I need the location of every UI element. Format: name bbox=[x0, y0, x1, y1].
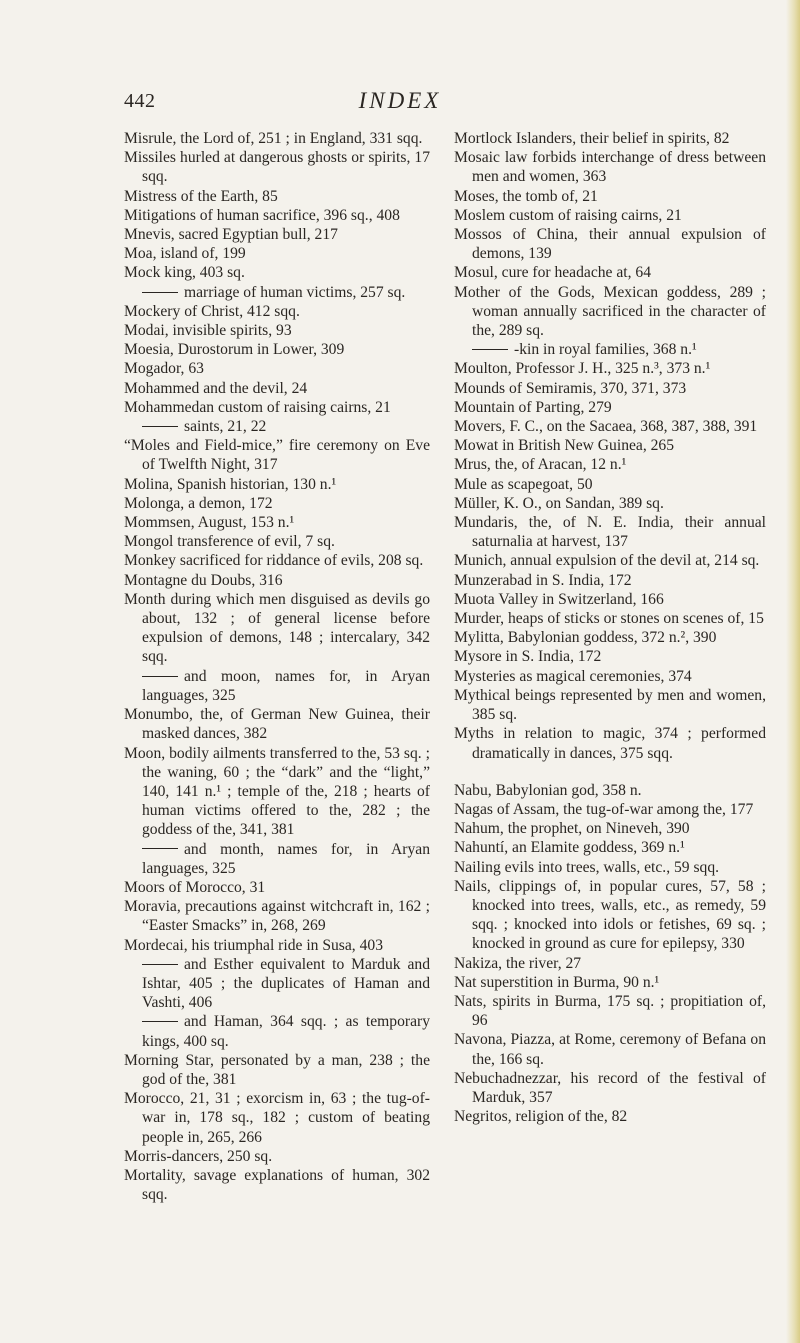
index-entry-text: “Moles and Field-mice,” fire ceremony on Eve of Twelfth Night, 317 bbox=[124, 437, 430, 474]
index-entry-text: Nahum, the prophet, on Nineveh, 390 bbox=[454, 820, 690, 838]
index-entry-text: Mohammed and the devil, 24 bbox=[124, 379, 308, 397]
index-entry-text: Müller, K. O., on Sandan, 389 sq. bbox=[454, 494, 664, 512]
index-entry bbox=[124, 321, 430, 340]
index-entry bbox=[124, 705, 430, 743]
index-entry bbox=[124, 244, 430, 263]
index-entry bbox=[454, 838, 766, 857]
index-entry-text: Nats, spirits in Burma, 175 sq. ; propitiation of, 96 bbox=[454, 992, 766, 1030]
index-entry bbox=[124, 936, 430, 955]
index-entry-text: Mommsen, August, 153 n.¹ bbox=[124, 514, 295, 532]
index-entry-text: Monumbo, the, of German New Guinea, their masked dances, 382 bbox=[124, 706, 430, 743]
index-entry-text: marriage of human victims, 257 sq. bbox=[184, 283, 406, 301]
index-entry bbox=[124, 129, 430, 148]
index-entry bbox=[454, 724, 766, 762]
index-entry-text: Moslem custom of raising cairns, 21 bbox=[454, 206, 682, 224]
repeat-dash bbox=[142, 292, 178, 293]
index-entry bbox=[454, 206, 766, 225]
index-column-right bbox=[454, 129, 766, 1126]
index-entry bbox=[124, 571, 430, 590]
index-entry-text: Mythical beings represented by men and women, 385 sq. bbox=[454, 686, 766, 724]
running-head: INDEX bbox=[358, 88, 442, 113]
index-entry bbox=[454, 992, 766, 1030]
index-entry bbox=[454, 877, 766, 954]
index-subentry bbox=[124, 840, 430, 878]
index-entry bbox=[454, 129, 766, 148]
repeat-dash bbox=[142, 848, 178, 849]
page-number: 442 bbox=[124, 90, 156, 112]
index-entry-text: Nagas of Assam, the tug-of-war among the, 177 bbox=[454, 800, 754, 818]
index-entry-text: Mysteries as magical ceremonies, 374 bbox=[454, 667, 692, 685]
index-entry bbox=[454, 973, 766, 992]
index-entry bbox=[124, 263, 430, 282]
index-entry bbox=[124, 187, 430, 206]
index-entry bbox=[454, 513, 766, 551]
index-entry bbox=[124, 494, 430, 513]
index-entry-text: Moulton, Professor J. H., 325 n.³, 373 n.¹ bbox=[454, 360, 711, 378]
index-entry bbox=[124, 436, 430, 474]
index-entry-text: Mock king, 403 sq. bbox=[124, 264, 245, 282]
repeat-dash bbox=[472, 349, 508, 350]
index-entry-text: -kin in royal families, 368 n.¹ bbox=[514, 341, 697, 359]
index-entry-text: Mule as scapegoat, 50 bbox=[454, 475, 593, 493]
index-entry-text: Negritos, religion of the, 82 bbox=[454, 1108, 628, 1126]
index-entry bbox=[454, 667, 766, 686]
index-entry bbox=[124, 1089, 430, 1147]
index-entry bbox=[454, 647, 766, 666]
index-entry-text: Navona, Piazza, at Rome, ceremony of Befana on the, 166 sq. bbox=[454, 1031, 766, 1068]
index-entry-text: Misrule, the Lord of, 251 ; in England, 331 sqq. bbox=[124, 130, 423, 147]
index-entry-text: Morning Star, personated by a man, 238 ; the god of the, 381 bbox=[124, 1051, 430, 1088]
index-entry-text: Monkey sacrificed for riddance of evils, 208 sq. bbox=[124, 552, 424, 570]
index-entry bbox=[124, 340, 430, 359]
index-entry-text: Nahuntí, an Elamite goddess, 369 n.¹ bbox=[454, 839, 685, 857]
page-edge bbox=[786, 0, 800, 1343]
index-entry bbox=[454, 398, 766, 417]
index-entry-text: Mossos of China, their annual expulsion of demons, 139 bbox=[454, 226, 766, 263]
index-entry-text: Muota Valley in Switzerland, 166 bbox=[454, 590, 664, 608]
index-entry bbox=[124, 206, 430, 225]
index-entry-text: Munzerabad in S. India, 172 bbox=[454, 571, 632, 589]
index-entry-text: Moors of Morocco, 31 bbox=[124, 878, 266, 896]
index-entry bbox=[454, 858, 766, 877]
index-entry bbox=[454, 686, 766, 724]
index-subentry bbox=[124, 955, 430, 1013]
index-entry-text: Montagne du Doubs, 316 bbox=[124, 571, 283, 589]
repeat-dash bbox=[142, 676, 178, 677]
index-entry-text: Missiles hurled at dangerous ghosts or spirits, 17 sqq. bbox=[124, 149, 430, 186]
index-entry-text: Mortality, savage explanations of human, 302 sqq. bbox=[124, 1166, 430, 1204]
index-entry bbox=[454, 609, 766, 628]
index-entry bbox=[124, 513, 430, 532]
index-entry-text: Munich, annual expulsion of the devil at, 214 sq. bbox=[454, 552, 760, 570]
index-entry bbox=[124, 878, 430, 897]
index-entry-text: Mockery of Christ, 412 sqq. bbox=[124, 302, 300, 320]
index-entry bbox=[454, 379, 766, 398]
index-entry-text: Mogador, 63 bbox=[124, 360, 204, 378]
index-entry bbox=[454, 571, 766, 590]
index-entry bbox=[124, 551, 430, 570]
index-entry-text: Morocco, 21, 31 ; exorcism in, 63 ; the tug-of-war in, 178 sq., 182 ; custom of beating people in, 265, 266 bbox=[124, 1090, 430, 1146]
index-entry bbox=[454, 954, 766, 973]
index-entry-text: Nebuchadnezzar, his record of the festival of Marduk, 357 bbox=[454, 1069, 766, 1106]
index-entry bbox=[124, 302, 430, 321]
index-entry-text: Nailing evils into trees, walls, etc., 59 sqq. bbox=[454, 858, 720, 876]
index-entry-text: and Esther equivalent to Marduk and Ishtar, 405 ; the duplicates of Haman and Vashti, 406 bbox=[142, 955, 430, 1012]
index-entry bbox=[124, 398, 430, 417]
index-entry-text: Nakiza, the river, 27 bbox=[454, 954, 582, 972]
index-entry bbox=[454, 551, 766, 570]
index-entry bbox=[454, 455, 766, 474]
page-header bbox=[0, 88, 800, 118]
index-entry-text: Murder, heaps of sticks or stones on scenes of, 15 bbox=[454, 610, 764, 628]
index-entry-text: and month, names for, in Aryan languages, 325 bbox=[142, 840, 430, 877]
index-entry-text: Nails, clippings of, in popular cures, 57, 58 ; knocked into trees, walls, etc., as remedy, 59 sqq. ; knocked into idols or fetishes, 69 sq. ; knocked in ground as cure for epilepsy, 330 bbox=[454, 877, 766, 953]
index-subentry bbox=[454, 340, 766, 359]
index-entry-text: Moesia, Durostorum in Lower, 309 bbox=[124, 341, 345, 359]
index-entry-text: Mortlock Islanders, their belief in spirits, 82 bbox=[454, 130, 730, 147]
index-entry-text: Mrus, the, of Aracan, 12 n.¹ bbox=[454, 456, 627, 474]
index-entry bbox=[124, 475, 430, 494]
index-entry bbox=[454, 1069, 766, 1107]
index-entry bbox=[124, 148, 430, 186]
index-entry bbox=[454, 590, 766, 609]
index-entry-text: Mosul, cure for headache at, 64 bbox=[454, 264, 652, 282]
index-entry bbox=[124, 379, 430, 398]
index-entry bbox=[454, 1030, 766, 1068]
index-subentry bbox=[124, 667, 430, 705]
index-entry-text: Moon, bodily ailments transferred to the, 53 sq. ; the waning, 60 ; the “dark” and the “light,” 140, 141 n.¹ ; temple of the, 218 ; hearts of human victims offered to the, 282 ; the goddess of the, 341, 381 bbox=[124, 744, 430, 839]
index-entry-text: Molina, Spanish historian, 130 n.¹ bbox=[124, 475, 337, 493]
index-entry-text: Nabu, Babylonian god, 358 n. bbox=[454, 781, 642, 799]
index-entry-text: Mysore in S. India, 172 bbox=[454, 648, 602, 666]
repeat-dash bbox=[142, 964, 178, 965]
index-entry-text: Moa, island of, 199 bbox=[124, 245, 246, 263]
index-entry-text: Mylitta, Babylonian goddess, 372 n.², 390 bbox=[454, 629, 717, 647]
index-entry bbox=[124, 359, 430, 378]
index-entry bbox=[454, 1107, 766, 1126]
index-entry-text: Mundaris, the, of N. E. India, their annual saturnalia at harvest, 137 bbox=[454, 514, 766, 551]
index-entry bbox=[124, 225, 430, 244]
index-entry-text: Nat superstition in Burma, 90 n.¹ bbox=[454, 973, 660, 991]
index-entry-text: Mountain of Parting, 279 bbox=[454, 398, 612, 416]
index-entry bbox=[454, 148, 766, 186]
index-entry bbox=[124, 897, 430, 935]
index-entry bbox=[454, 263, 766, 282]
index-subentry bbox=[124, 1012, 430, 1050]
index-entry-text: Mosaic law forbids interchange of dress between men and women, 363 bbox=[454, 149, 766, 186]
index-entry-text: Mother of the Gods, Mexican goddess, 289 ; woman annually sacrificed in the character of the, 289 sq. bbox=[454, 283, 766, 340]
index-entry bbox=[124, 1147, 430, 1166]
index-entry-text: Mitigations of human sacrifice, 396 sq., 408 bbox=[124, 206, 400, 224]
index-entry bbox=[454, 494, 766, 513]
index-entry bbox=[454, 436, 766, 455]
index-entry bbox=[454, 800, 766, 819]
index-entry-text: Molonga, a demon, 172 bbox=[124, 494, 273, 512]
repeat-dash bbox=[142, 1021, 178, 1022]
index-entry bbox=[454, 475, 766, 494]
index-entry-text: and moon, names for, in Aryan languages, 325 bbox=[142, 667, 430, 704]
index-entry-text: Mounds of Semiramis, 370, 371, 373 bbox=[454, 379, 687, 397]
index-entry-text: Mohammedan custom of raising cairns, 21 bbox=[124, 398, 391, 416]
index-subentry bbox=[124, 283, 430, 302]
index-entry bbox=[124, 532, 430, 551]
index-entry bbox=[124, 744, 430, 840]
index-column-left bbox=[124, 129, 430, 1204]
repeat-dash bbox=[142, 426, 178, 427]
index-entry-text: Modai, invisible spirits, 93 bbox=[124, 322, 292, 340]
index-entry-text: Morris-dancers, 250 sq. bbox=[124, 1147, 273, 1165]
index-entry bbox=[454, 417, 766, 436]
index-entry-text: Moses, the tomb of, 21 bbox=[454, 187, 598, 205]
index-entry bbox=[124, 1166, 430, 1204]
index-entry bbox=[454, 819, 766, 838]
index-entry-text: Mistress of the Earth, 85 bbox=[124, 187, 278, 205]
index-entry-text: Moravia, precautions against witchcraft in, 162 ; “Easter Smacks” in, 268, 269 bbox=[124, 898, 430, 935]
index-entry bbox=[124, 590, 430, 667]
index-entry-text: Mowat in British New Guinea, 265 bbox=[454, 437, 675, 455]
index-entry bbox=[454, 187, 766, 206]
index-entry-text: Mordecai, his triumphal ride in Susa, 403 bbox=[124, 936, 383, 954]
index-entry-text: saints, 21, 22 bbox=[184, 418, 267, 436]
index-subentry bbox=[124, 417, 430, 436]
index-entry bbox=[454, 283, 766, 341]
index-entry bbox=[124, 1051, 430, 1089]
index-entry-text: and Haman, 364 sqq. ; as temporary kings, 400 sq. bbox=[142, 1013, 430, 1050]
index-entry-text: Movers, F. C., on the Sacaea, 368, 387, 388, 391 bbox=[454, 418, 758, 436]
index-entry-text: Month during which men disguised as devils go about, 132 ; of general license before expulsion of demons, 148 ; intercalary, 342 sqq. bbox=[124, 590, 430, 666]
index-entry bbox=[454, 628, 766, 647]
index-entry bbox=[454, 359, 766, 378]
index-entry bbox=[454, 225, 766, 263]
index-entry-text: Myths in relation to magic, 374 ; performed dramatically in dances, 375 sqq. bbox=[454, 725, 766, 762]
index-entry-text: Mnevis, sacred Egyptian bull, 217 bbox=[124, 226, 338, 244]
index-entry-text: Mongol transference of evil, 7 sq. bbox=[124, 533, 335, 551]
index-entry bbox=[454, 781, 766, 800]
